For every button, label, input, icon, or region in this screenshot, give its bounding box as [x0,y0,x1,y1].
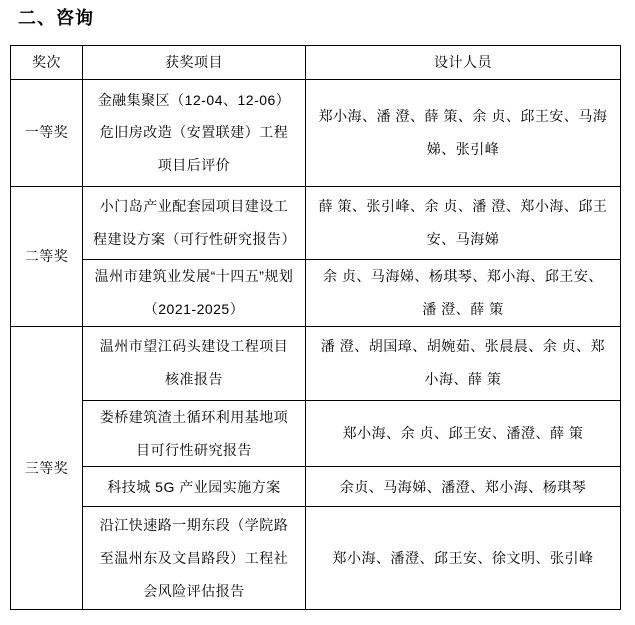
table-row [11,259,621,326]
table-row [11,400,621,467]
designers-cell: 薛 策、张引峰、余 贞、潘 澄、郑小海、邱王安、马海娣 [306,186,621,259]
designers-cell: 郑小海、余 贞、邱王安、潘澄、薛 策 [306,400,621,467]
column-header-award: 奖次 [11,46,83,80]
table-row [11,326,621,400]
table-header-row [11,46,621,80]
designers-cell: 潘 澄、胡国璋、胡婉茹、张晨晨、余 贞、郑小海、薛 策 [306,326,621,400]
award-cell-second-prize: 二等奖 [11,186,83,326]
designers-cell: 郑小海、潘澄、邱王安、徐文明、张引峰 [306,507,621,610]
award-cell-third-prize: 三等奖 [11,326,83,610]
designers-cell: 余 贞、马海娣、杨琪琴、郑小海、邱王安、潘 澄、薛 策 [306,259,621,326]
project-cell: 温州市建筑业发展“十四五”规划（2021-2025） [83,259,306,326]
column-header-project: 获奖项目 [83,46,306,80]
project-cell: 小门岛产业配套园项目建设工程建设方案（可行性研究报告） [83,186,306,259]
project-cell: 娄桥建筑渣土循环利用基地项目可行性研究报告 [83,400,306,467]
page-title: 二、咨询 [18,8,94,28]
column-header-designers: 设计人员 [306,46,621,80]
table-row [11,186,621,259]
table-row [11,467,621,507]
designers-cell: 郑小海、潘 澄、薛 策、余 贞、邱王安、马海娣、张引峰 [306,79,621,186]
project-cell: 科技城 5G 产业园实施方案 [83,467,306,507]
award-cell-first-prize: 一等奖 [11,79,83,186]
project-cell: 沿江快速路一期东段（学院路至温州东及文昌路段）工程社会风险评估报告 [83,507,306,610]
table-row [11,507,621,610]
project-cell: 温州市望江码头建设工程项目核准报告 [83,326,306,400]
table-row [11,79,621,186]
project-cell: 金融集聚区（12-04、12-06）危旧房改造（安置联建）工程项目后评价 [83,79,306,186]
awards-table [10,45,621,610]
designers-cell: 余贞、马海娣、潘澄、郑小海、杨琪琴 [306,467,621,507]
